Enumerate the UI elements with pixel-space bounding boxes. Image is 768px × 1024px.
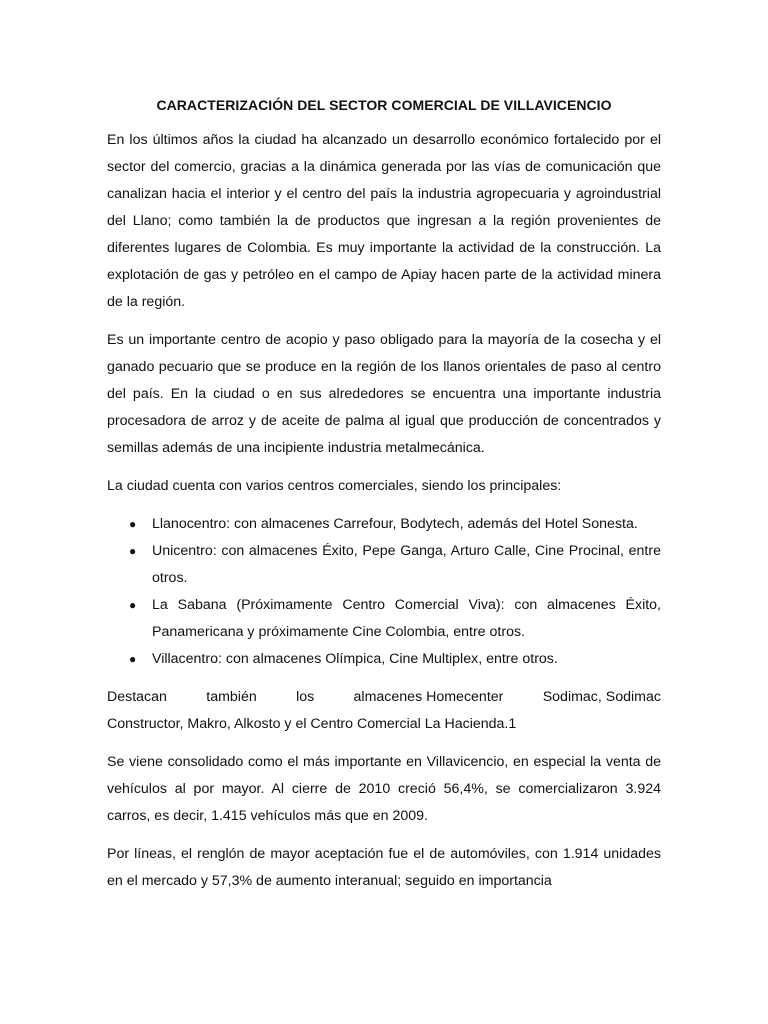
list-item-text: Unicentro: con almacenes Éxito, Pepe Ganga, Arturo Calle, Cine Procinal, entre otros. <box>152 543 661 586</box>
paragraph-vehicle-sales: Se viene consolidado como el más importante en Villavicencio, en especial la venta de vehículos al por mayor. Al cierre de 2010 creció 56,4%, se comercializaron 3.924 carros, es decir, 1.415 vehículos más que en 2009. <box>107 754 661 824</box>
list-item <box>107 592 661 646</box>
word: Destacan <box>107 689 167 705</box>
paragraph-vehicle-lines: Por líneas, el renglón de mayor aceptación fue el de automóviles, con 1.914 unidades en el mercado y 57,3% de aumento interanual; seguido en importancia <box>107 846 661 889</box>
list-item <box>107 511 661 538</box>
paragraph-other-stores <box>107 684 661 738</box>
bullet-icon: ● <box>129 652 137 666</box>
list-item <box>107 538 661 592</box>
paragraph-economic-development: En los últimos años la ciudad ha alcanzado un desarrollo económico fortalecido por el sector del comercio, gracias a la dinámica generada por las vías de comunicación que canalizan hacia el interior y el centro del país la industria agropecuaria y agroindustrial del Llano; como también la de productos que ingresan a la región provenientes de diferentes lugares de Colombia. Es muy importante la actividad de la construcción. La explotación de gas y petróleo en el campo de Apiay hacen parte de la actividad minera de la región. <box>107 132 661 310</box>
bullet-icon: ● <box>129 598 137 612</box>
paragraph-other-stores-line2: Constructor, Makro, Alkosto y el Centro Comercial La Hacienda.1 <box>107 716 517 732</box>
list-item-text: La Sabana (Próximamente Centro Comercial Viva): con almacenes Éxito, Panamericana y próximamente Cine Colombia, entre otros. <box>152 597 661 640</box>
word: los <box>296 689 315 705</box>
paragraph-collection-center: Es un importante centro de acopio y paso obligado para la mayoría de la cosecha y el ganado pecuario que se produce en la región de los llanos orientales de paso al centro del país. En la ciudad o en sus alrededores se encuentra una importante industria procesadora de arroz y de aceite de palma al igual que producción de concentrados y semillas además de una incipiente industria metalmecánica. <box>107 332 661 456</box>
list-item-text: Llanocentro: con almacenes Carrefour, Bodytech, además del Hotel Sonesta. <box>152 516 638 532</box>
paragraph-shopping-centers-intro: La ciudad cuenta con varios centros comerciales, siendo los principales: <box>107 478 562 494</box>
paragraph-other-stores-line1 <box>107 684 661 711</box>
document-page <box>107 93 661 906</box>
word: también <box>206 689 257 705</box>
bullet-icon: ● <box>129 517 137 531</box>
document-title: CARACTERIZACIÓN DEL SECTOR COMERCIAL DE VILLAVICENCIO <box>156 97 612 113</box>
word: Sodimac, Sodimac <box>542 689 661 705</box>
bullet-icon: ● <box>129 544 137 558</box>
shopping-centers-list <box>107 511 661 673</box>
list-item <box>107 646 661 673</box>
word: almacenes Homecenter <box>353 689 504 705</box>
list-item-text: Villacentro: con almacenes Olímpica, Cine Multiplex, entre otros. <box>152 651 558 667</box>
